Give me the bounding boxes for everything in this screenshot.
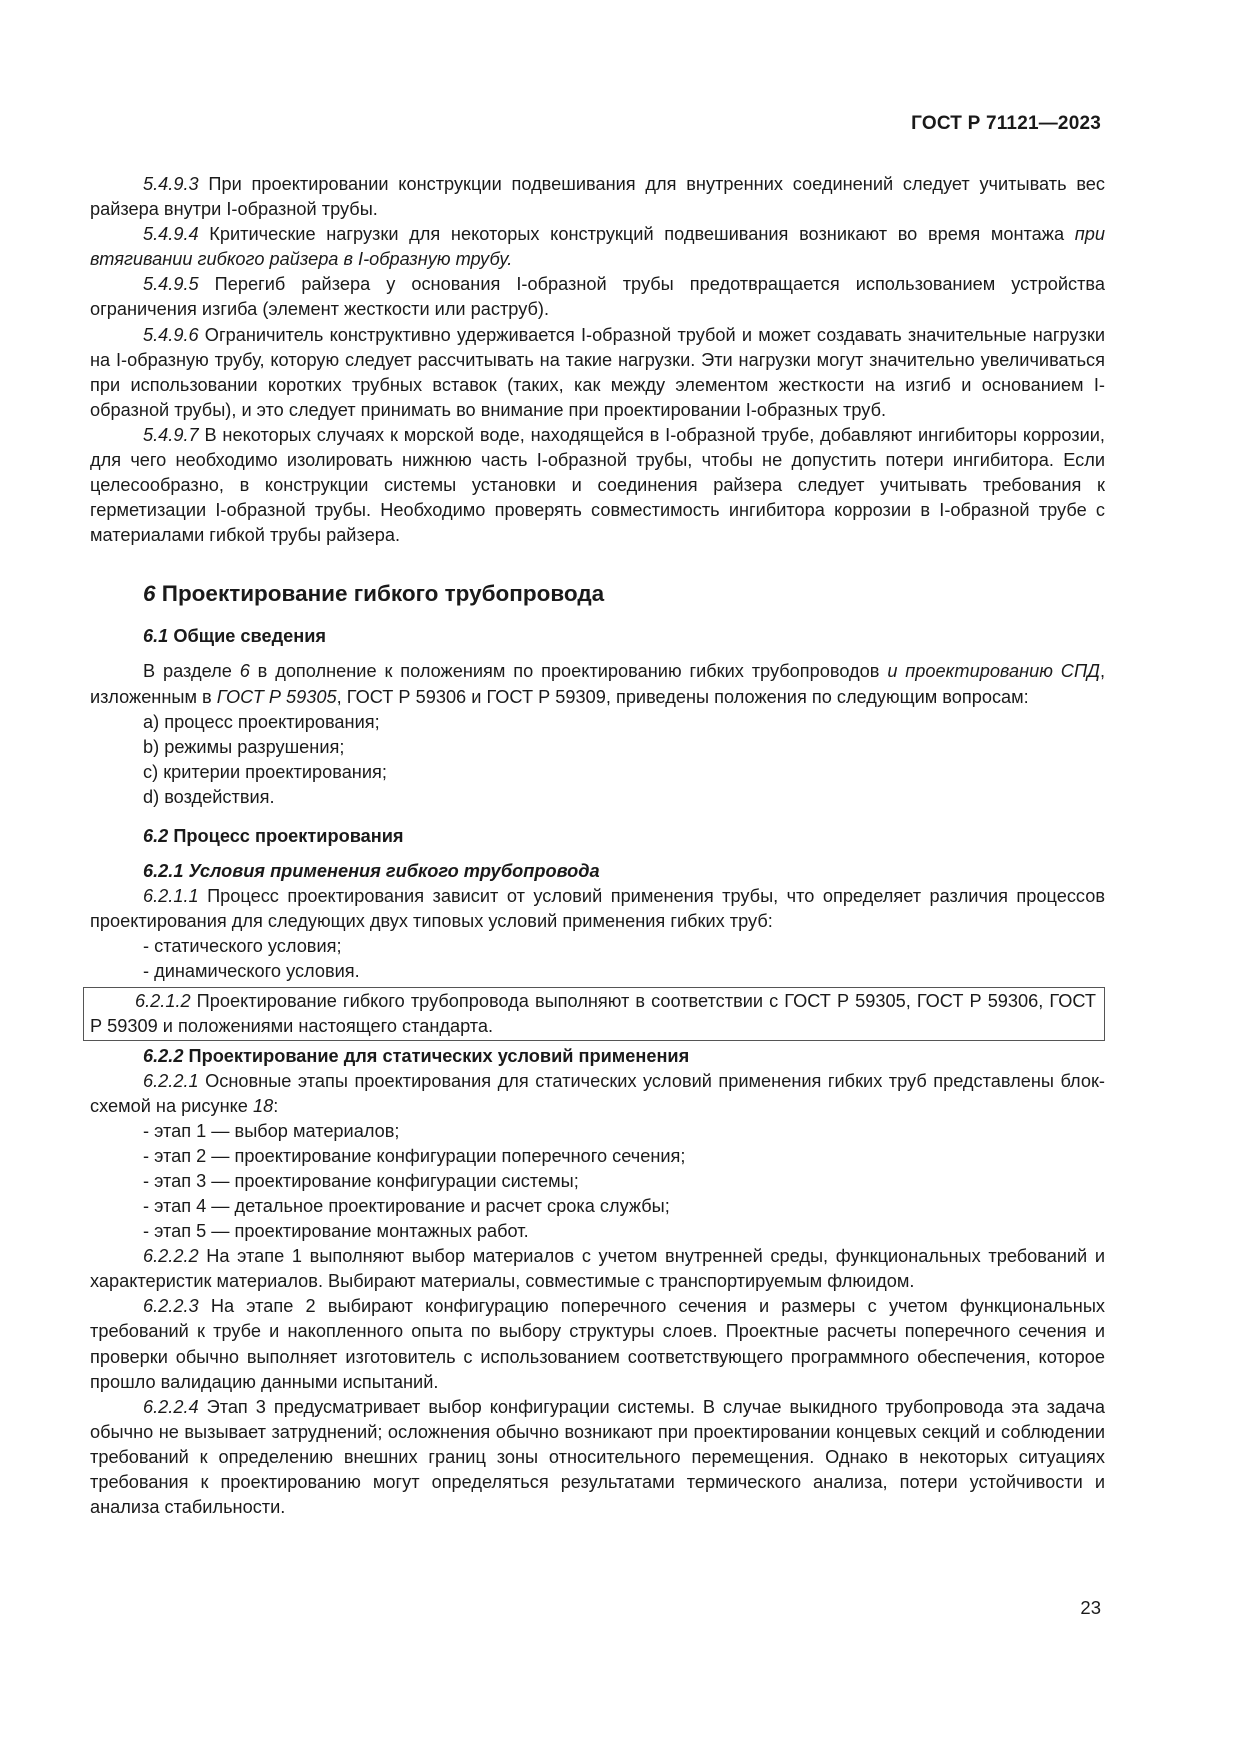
subsection-number: 6.1 xyxy=(143,626,169,647)
paragraph-6-2-1-2 xyxy=(90,989,1096,1039)
clause-number: 6.2.2.2 xyxy=(143,1246,199,1267)
standard-reference: ГОСТ Р 59305 xyxy=(216,686,337,707)
clause-number: 5.4.9.5 xyxy=(143,274,199,295)
paragraph-text: В разделе xyxy=(143,661,240,682)
paragraph-6-1-intro xyxy=(90,659,1105,709)
page-content xyxy=(90,172,1105,1520)
paragraph-text: Ограничитель конструктивно удерживается I-образной трубой и может создавать значительные нагрузки на I-образную трубу, которую следует рассчитывать на такие нагрузки. Эти нагрузки могут значительно увеличиваться при использовании коротких трубных вставок (таких, как между элементом жесткости на изгиб и основанием I-образной трубы), и это следует принимать во внимание при проектировании I-образных труб. xyxy=(90,324,1105,420)
paragraph-text: На этапе 2 выбирают конфигурацию поперечного сечения и размеры с учетом функциональных требований к трубе и накопленного опыта по выбору структуры слоев. Проектные расчеты поперечного сечения и проверки обычно выполняет изготовитель с использованием соответствующего программного обеспечения, которое прошло валидацию данными испытаний. xyxy=(90,1296,1105,1392)
paragraph-5-4-9-7 xyxy=(90,423,1105,548)
paragraph-text: Критические нагрузки для некоторых конструкций подвешивания возникают во время монтажа xyxy=(198,224,1075,245)
clause-number: 6.2.2.3 xyxy=(143,1296,199,1317)
boxed-paragraph-6-2-1-2 xyxy=(83,987,1105,1040)
section-title: Проектирование гибкого трубопровода xyxy=(155,581,605,607)
clause-number: 5.4.9.4 xyxy=(143,224,199,245)
paragraph-italic-text: и проектированию СПД xyxy=(887,661,1100,682)
paragraph-5-4-9-5 xyxy=(90,272,1105,322)
paragraph-text: Основные этапы проектирования для статических условий применения гибких труб представлены блок-схемой на рисунке xyxy=(90,1070,1105,1116)
paragraph-6-2-1-1 xyxy=(90,884,1105,934)
paragraph-6-2-2-3 xyxy=(90,1294,1105,1394)
subsection-title: Проектирование для статических условий применения xyxy=(183,1045,690,1066)
subsection-number: 6.2.2 xyxy=(143,1045,184,1066)
list-item: - динамического условия. xyxy=(143,961,360,982)
clause-number: 6.2.2.1 xyxy=(143,1070,199,1091)
list-item: a) процесс проектирования; xyxy=(143,711,380,732)
paragraph-italic-text: при втягивании гибкого райзера в I-образную трубу. xyxy=(90,224,1105,270)
clause-number: 5.4.9.7 xyxy=(143,424,199,445)
list-item: - этап 4 — детальное проектирование и расчет срока службы; xyxy=(143,1196,670,1216)
list-item: - этап 1 — выбор материалов; xyxy=(143,1120,400,1141)
subsection-6-2-heading xyxy=(90,824,1105,849)
clause-number: 6.2.2.4 xyxy=(143,1396,199,1417)
paragraph-5-4-9-3 xyxy=(90,172,1105,222)
paragraph-text: : xyxy=(273,1095,279,1116)
paragraph-6-2-2-1 xyxy=(90,1069,1105,1119)
subsection-title: Процесс проектирования xyxy=(168,825,404,846)
list-item: c) критерии проектирования; xyxy=(143,761,387,782)
paragraph-6-2-2-4 xyxy=(90,1395,1105,1520)
subsection-number: 6.2 xyxy=(143,825,169,846)
subsection-title: Общие сведения xyxy=(168,626,327,647)
paragraph-text: , ГОСТ Р 59306 и ГОСТ Р 59309, приведены положения по следующим вопросам: xyxy=(336,686,1029,707)
list-item: - статического условия; xyxy=(143,936,342,957)
list-item: - этап 2 — проектирование конфигурации поперечного сечения; xyxy=(143,1145,686,1166)
section-6-heading xyxy=(90,579,1105,609)
clause-number: 6.2.1.2 xyxy=(135,991,191,1012)
paragraph-6-2-2-2 xyxy=(90,1244,1105,1294)
list-item: - этап 3 — проектирование конфигурации системы; xyxy=(143,1170,579,1191)
paragraph-text: На этапе 1 выполняют выбор материалов с учетом внутренней среды, функциональных требований и характеристик материалов. Выбирают материалы, совместимые с транспортируемым флюидом. xyxy=(90,1246,1105,1292)
clause-number: 6.2.1.1 xyxy=(143,885,199,906)
paragraph-text: Перегиб райзера у основания I-образной трубы предотвращается использованием устройства ограничения изгиба (элемент жесткости или раструб). xyxy=(90,274,1105,320)
paragraph-text: Процесс проектирования зависит от условий применения трубы, что определяет различия процессов проектирования для следующих двух типовых условий применения гибких труб: xyxy=(90,885,1105,932)
paragraph-5-4-9-6 xyxy=(90,323,1105,423)
list-item: d) воздействия. xyxy=(143,786,275,807)
subsection-6-1-heading xyxy=(90,624,1105,649)
clause-number: 5.4.9.3 xyxy=(143,174,199,194)
figure-reference: 18 xyxy=(252,1095,274,1116)
subsection-6-2-1-heading: 6.2.1 Условия применения гибкого трубопровода xyxy=(143,860,600,881)
subsection-6-2-2-heading xyxy=(90,1044,1105,1069)
clause-number: 5.4.9.6 xyxy=(143,324,199,345)
paragraph-text: Этап 3 предусматривает выбор конфигурации системы. В случае выкидного трубопровода эта задача обычно не вызывает затруднений; осложнения обычно возникают при проектировании концевых секций и соблюдении требований к определению внешних границ зоны относительного перемещения. Однако в некоторых ситуациях требования к проектированию могут определяться результатами термического анализа, потери устойчивости и анализа стабильности. xyxy=(90,1396,1105,1518)
page-number: 23 xyxy=(1080,1597,1101,1618)
paragraph-text: в дополнение к положениям по проектированию гибких трубопроводов xyxy=(249,661,888,682)
paragraph-5-4-9-4 xyxy=(90,222,1105,272)
paragraph-text: Проектирование гибкого трубопровода выполняют в соответствии с ГОСТ Р 59305, ГОСТ Р 59306, ГОСТ Р 59309 и положениями настоящего стандарта. xyxy=(90,991,1096,1037)
list-item: b) режимы разрушения; xyxy=(143,736,345,757)
section-number: 6 xyxy=(143,581,156,607)
list-item: - этап 5 — проектирование монтажных работ. xyxy=(143,1221,529,1242)
paragraph-text: , изложенным в xyxy=(90,661,1105,707)
document-code-header: ГОСТ Р 71121—2023 xyxy=(911,113,1101,134)
paragraph-text: При проектировании конструкции подвешивания для внутренних соединений следует учитывать вес райзера внутри I-образной трубы. xyxy=(90,174,1105,220)
paragraph-text: В некоторых случаях к морской воде, находящейся в I-образной трубе, добавляют ингибиторы коррозии, для чего необходимо изолировать нижнюю часть I-образной трубы, чтобы не допустить потери ингибитора. Если целесообразно, в конструкции системы установки и соединения райзера следует учитывать требования к герметизации I-образной трубы. Необходимо проверять совместимость ингибитора коррозии в I-образной трубе с материалами гибкой трубы райзера. xyxy=(90,424,1105,546)
section-reference: 6 xyxy=(239,661,250,682)
